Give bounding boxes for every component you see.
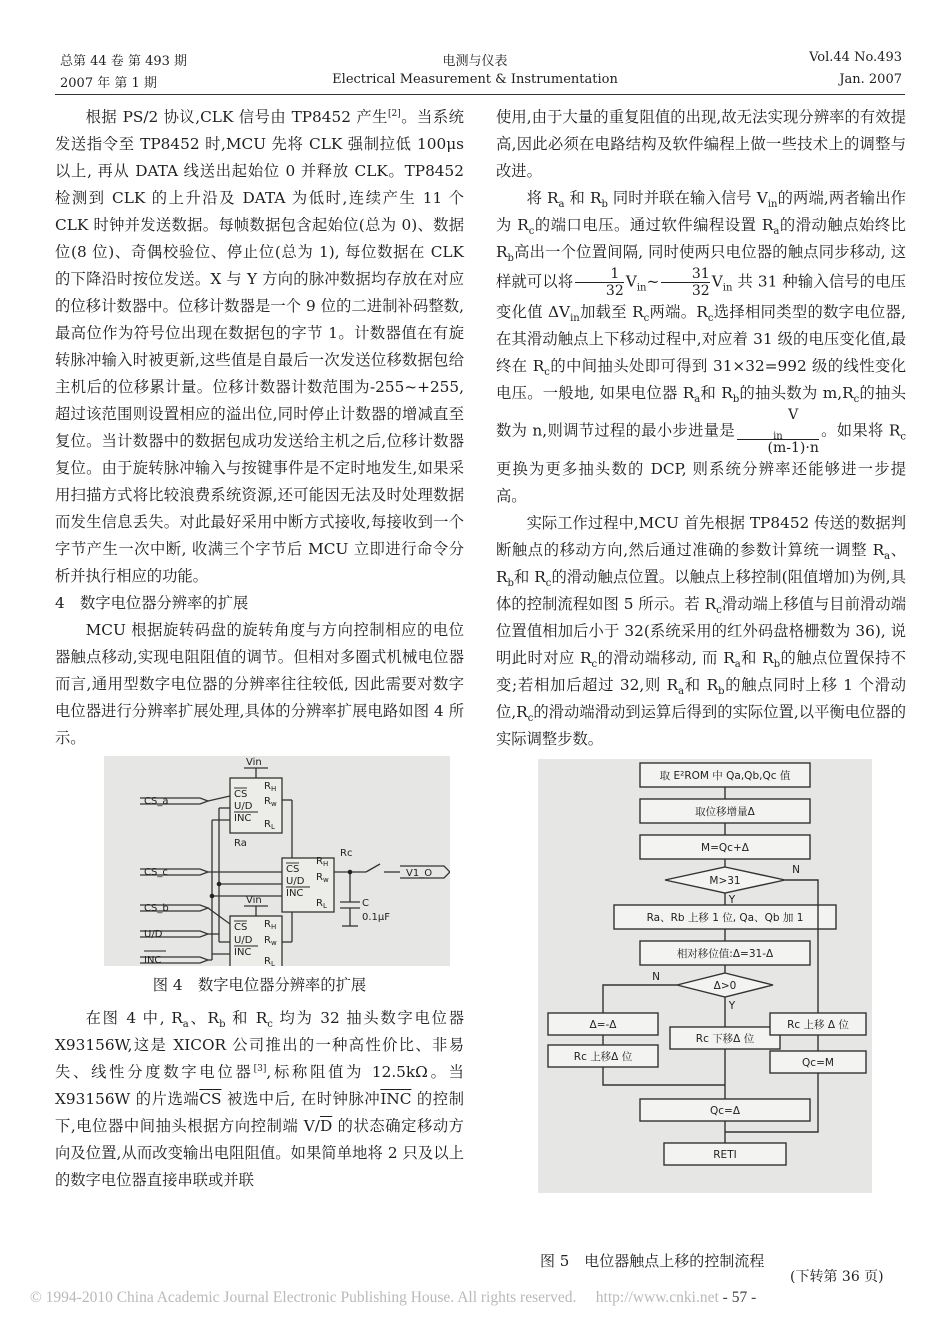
svg-text:RL: $R_L$ <box>264 819 275 831</box>
inc-signal: INC <box>144 955 162 966</box>
branch-n-2: N <box>652 971 660 983</box>
copyright-notice: © 1994-2010 China Academic Journal Electronic Publishing House. All rights reserved. http://www.cnki.net <box>30 1289 719 1306</box>
figure-5-caption: 图 5 电位器触点上移的控制流程 <box>540 1252 765 1270</box>
rb-pin-ud: U/D <box>234 935 253 946</box>
ra-label: Ra <box>234 838 247 849</box>
paragraph-x93156w: 在图 4 中, $R_a$、$R_b$ 和 $R_c$ 均为 32 抽头数字电位器 X93156W,这是 XICOR 公司推出的一种高性价比、非易失、线性分度数字电位器[3],标称阻值为 12.5kΩ。当 X93156W 的片选端$\overline{CS}$ 被选中后, 在时钟脉冲$\overline{INC}$ 的控制下,电位器中间抽头根据方向控制端 $V/\overline{D}$ 的状态确定移动方向及位置,从而改变输出电阻阻值。如果简单地将 2 只及以上的数字电位器直接串联或并联 <box>55 1009 464 1189</box>
flowchart-diagram <box>538 759 872 1193</box>
ra-pin-cs: CS <box>234 789 248 800</box>
cs-c-signal: CS_c <box>144 867 168 878</box>
cs-b-signal: CS_b <box>144 903 169 914</box>
step-relative-shift: 相对移位值:Δ=31-Δ <box>676 948 774 960</box>
journal-title-cn: 电测与仪表 <box>442 54 508 69</box>
footer <box>30 1285 756 1307</box>
fraction-1-32: $\frac{1}{32}$ <box>575 266 623 299</box>
branch-y-1: Y <box>728 894 736 906</box>
step-read-eeprom: 取 E²ROM 中 Qa,Qb,Qc 值 <box>659 770 791 782</box>
svg-text:RH: $R_H$ <box>264 919 277 931</box>
step-move-ra-rb: Ra、Rb 上移 1 位, Qa、Qb 加 1 <box>646 912 804 924</box>
step-qc-eq-m: Qc=M <box>802 1057 834 1069</box>
citation-2: [2] <box>387 108 401 119</box>
paragraph-ps2: 根据 PS/2 协议,CLK 信号由 TP8452 产生[2]。当系统发送指令至 TP8452 时,MCU 先将 CLK 强制拉低 100μs 以上, 再从 DATA 线送出起始位 0 并释放 CLK。TP8452 检测到 CLK 的上升沿及 DATA 为低时,连续产生 11 个 CLK 时钟并发送数据。每帧数据包含起始位(总为 0)、数据位(8 位)、奇偶校验位、停止位(总为 1), 每位数据在 CLK 的下降沿时按位发送。X 与 Y 方向的脉冲数据均存放在对应的位移计数器中。位移计数器是一个 9 位的二进制补码整数,最高位作为符号位出现在数据包的字节 1。计数器值在有旋转脉冲输入时被更新,这些值是自最后一次发送位移数据包给主机后的位移累计量。位移计数器计数范围为-255~+255,超过该范围则设置相应的溢出位,同时停止计数器的增减直至复位。当计数器中的数据包成功发送给主机之后,位移计数器复位。由于旋转脉冲输入与按键事件是不定时地发生,如果采用扫描方式将比较浪费系统资源,还可能因无法及时处理数据而发生信息丢失。对此最好采用中断方式接收,每接收到一个字节产生一次中断, 收满三个字节后 MCU 立即进行命令分析并执行相应的功能。 <box>55 108 464 585</box>
figure-5-flowchart <box>538 759 872 1193</box>
decision-delta-gt-0: Δ>0 <box>713 980 737 992</box>
right-column <box>496 104 906 1193</box>
paragraph-resolution: MCU 根据旋转码盘的旋转角度与方向控制相应的电位器触点移动,实现电阻阻值的调节。但相对多圈式机械电位器而言,通用型数字电位器的分辨率往往较低, 因此需要对数字电位器进行分辨率扩展处理,具体的分辨率扩展电路如图 4 所示。 <box>55 621 464 747</box>
svg-text:RL: $R_L$ <box>316 898 327 910</box>
vin-top-label: Vin <box>246 757 262 768</box>
citation-3: [3] <box>253 1063 267 1074</box>
svg-text:RH: $R_H$ <box>316 856 329 868</box>
rc-label: Rc <box>340 848 353 859</box>
fraction-min-step: V $_{in}$ (m-1)·n <box>737 407 819 456</box>
svg-text:Rw: $R_w$ <box>264 935 277 947</box>
page-number: - 57 - <box>722 1289 757 1306</box>
step-rc-up-delta: Rc 上移Δ 位 <box>573 1051 633 1063</box>
rc-pin-cs: CS <box>286 864 300 875</box>
header-rule <box>55 94 905 95</box>
svg-text:Rw: $R_w$ <box>316 872 329 884</box>
svg-text:RL: $R_L$ <box>264 956 275 966</box>
step-rc-up-delta-right: Rc 上移 Δ 位 <box>787 1019 849 1031</box>
journal-title-en: Electrical Measurement & Instrumentation <box>332 72 618 87</box>
svg-text:Rw: $R_w$ <box>264 796 277 808</box>
branch-y-2: Y <box>728 1000 736 1012</box>
decision-m-gt-31: M>31 <box>709 875 741 887</box>
left-column <box>55 104 464 1194</box>
output-v1o: V1_O <box>406 868 433 879</box>
paragraph-workflow: 实际工作过程中,MCU 首先根据 TP8452 传送的数据判断触点的移动方向,然后通过准确的参数计算统一调整 $R_a$、$R_b$和 $R_c$的滑动触点位置。以触点上移控制(阻值增加)为例,具体的控制流程如图 5 所示。若 $R_c$滑动端上移值与目前滑动端位置值相加后小于 32(系统采用的红外码盘格栅数为 36), 说明此时对应 $R_c$的滑动端移动, 而 $R_a$和 $R_b$的触点位置保持不变;若相加后超过 32,则 $R_a$和 $R_b$的触点同时上移 1 个滑动位$,R_c$的滑动端滑动到运算后得到的实际位置,以平衡电位器的实际调整步数。 <box>496 514 906 748</box>
rc-pin-inc: INC <box>286 888 304 899</box>
issue-date: Jan. 2007 <box>839 72 902 87</box>
step-get-delta: 取位移增量Δ <box>695 806 755 818</box>
journal-issue: 总第 44 卷 第 493 期 <box>60 54 188 69</box>
step-compute-m: M=Qc+Δ <box>701 842 749 854</box>
paragraph-continued: 使用,由于大量的重复阻值的出现,故无法实现分辨率的有效提高,因此必须在电路结构及软件编程上做一些技术上的调整与改进。 <box>496 108 906 180</box>
ra-pin-ud: U/D <box>234 801 253 812</box>
section-heading-4: 4 数字电位器分辨率的扩展 <box>55 594 249 612</box>
volume-number: Vol.44 No.493 <box>809 50 902 65</box>
continued-note: (下转第 36 页) <box>790 1269 884 1285</box>
capacitor-value: 0.1μF <box>362 912 391 923</box>
svg-text:RH: $R_H$ <box>264 781 277 793</box>
paragraph-parallel: 将 $R_a$ 和 $R_b$ 同时并联在输入信号 $V_{in}$的两端,两者输出作为 $R_c$的端口电压。通过软件编程设置 $R_a$的滑动触点始终比 $R_b$高出一个位置间隔, 同时使两只电位器的触点同步移动, 这样就可以将 $\frac{1}{32}$ $V_{in}\sim$ $\frac{31}{32}$ $V_{in}$ 共 31 种输入信号的电压变化值 $\Delta V_{in}$加载至 $R_c$两端。$R_c$选择相同类型的数字电位器,在其滑动触点上下移动过程中,对应着 31 级的电压变化值,最终在 $R_c$的中间抽头处即可得到 31×32=992 级的线性变化电压。一般地, 如果电位器 $R_a$和 $R_b$的抽头数为 $m,R_c$的抽头数为 n,则调节过程的最小步进量是 V $_{in}$ (m-1)·n 。如果将 $R_c$更换为更多抽头数的 DCP, 则系统分辨率还能够进一步提高。 <box>496 189 906 505</box>
step-qc-eq-delta: Qc=Δ <box>709 1105 741 1117</box>
rb-pin-inc: INC <box>234 947 252 958</box>
branch-n-1: N <box>792 864 800 876</box>
step-negate-delta: Δ=-Δ <box>589 1019 617 1031</box>
step-rc-down-delta: Rc 下移Δ 位 <box>695 1033 755 1045</box>
journal-year-issue: 2007 年 第 1 期 <box>60 76 157 91</box>
vin-bottom-label: Vin <box>246 895 262 906</box>
rb-pin-cs: CS <box>234 922 248 933</box>
capacitor-label: C <box>362 898 369 909</box>
ra-pin-inc: INC <box>234 813 252 824</box>
ud-signal: U/D <box>144 929 163 940</box>
step-reti: RETI <box>713 1149 737 1161</box>
cs-a-signal: CS_a <box>144 796 169 807</box>
figure-4-circuit <box>104 756 450 966</box>
figure-4-caption: 图 4 数字电位器分辨率的扩展 <box>152 976 367 994</box>
fraction-31-32: $\frac{31}{32}$ <box>661 266 709 299</box>
circuit-diagram <box>104 756 450 966</box>
rc-pin-ud: U/D <box>286 876 305 887</box>
